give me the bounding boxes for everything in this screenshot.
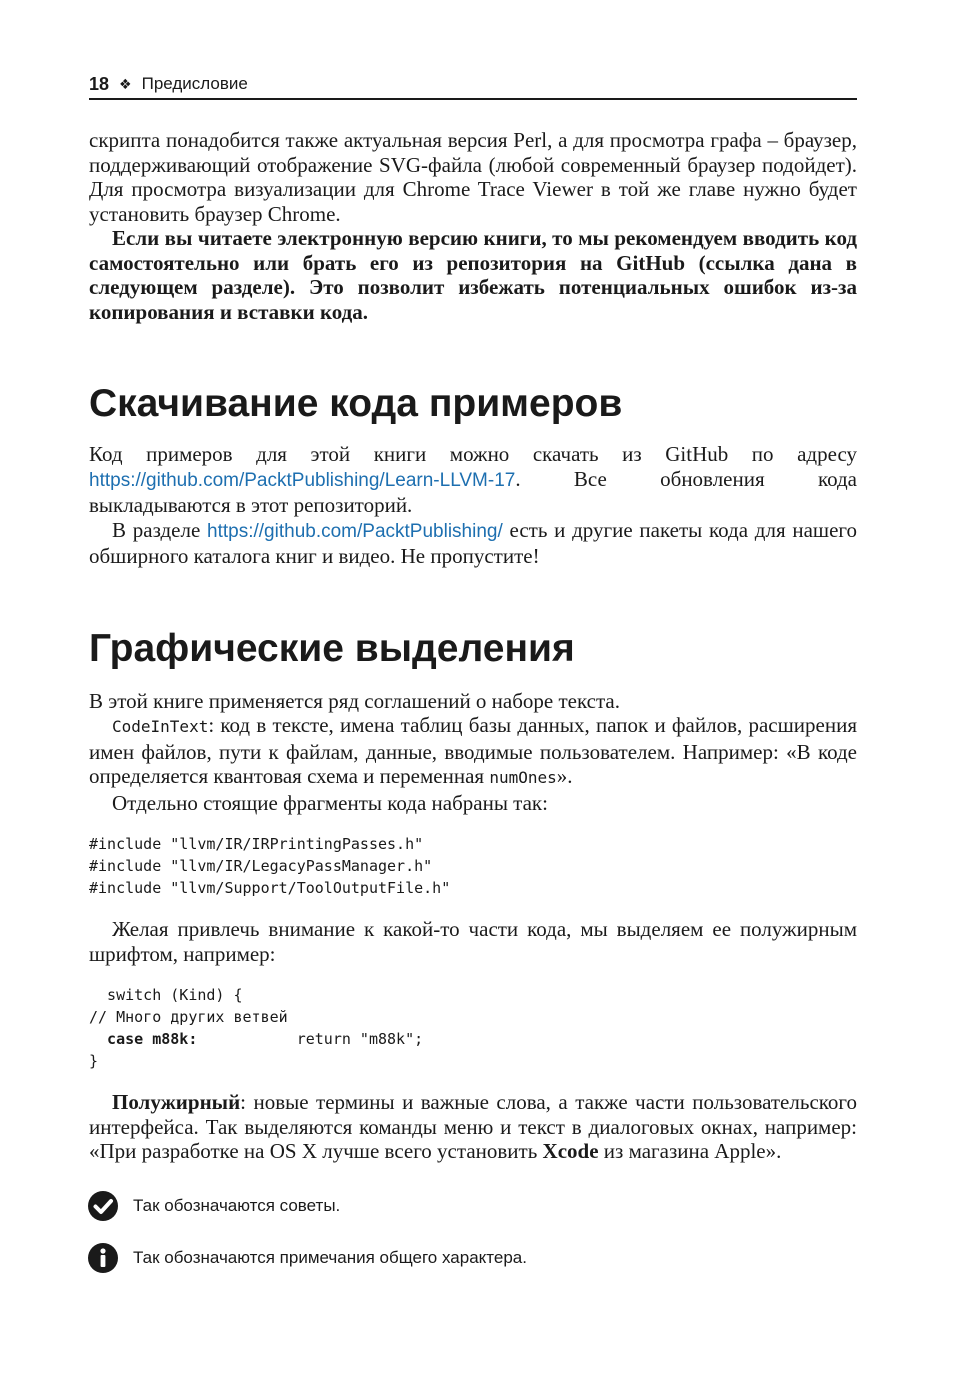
page-content	[89, 128, 857, 1274]
code-block-intro: Отдельно стоящие фрагменты кода набраны так:	[112, 790, 548, 815]
info-text: Так обозначаются примечания общего характера.	[133, 1247, 527, 1267]
bold-paragraph: Полужирный: новые термины и важные слова, а также части пользовательского интерфейса. Так выделяются команды меню и текст в диалоговых окнах, например: «При разработке на OS X лучше всего установить Xcode из магазина Apple».	[89, 1090, 857, 1163]
info-note	[87, 1242, 857, 1274]
checkmark-icon	[87, 1190, 119, 1222]
conventions-intro: В этой книге применяется ряд соглашений о наборе текста.	[89, 688, 620, 713]
download-heading: Скачивание кода примеров	[89, 382, 623, 425]
intro-bold-paragraph: Если вы читаете электронную версию книги, то мы рекомендуем вводить код самостоятельно или брать его из репозитория на GitHub (ссылка дана в следующем разделе). Это позволит избежать потенциальных ошибок из-за копирования и вставки кода.	[89, 226, 857, 324]
info-icon	[87, 1242, 119, 1274]
page-number: 18	[89, 74, 110, 94]
tip-note	[87, 1190, 857, 1222]
codeintext-label: CodeInText	[112, 717, 209, 736]
tip-text: Так обозначаются советы.	[133, 1195, 341, 1215]
code-block-includes: #include "llvm/IR/IRPrintingPasses.h" #include "llvm/IR/LegacyPassManager.h" #include "llvm/Support/ToolOutputFile.h"	[89, 835, 451, 897]
conventions-heading: Графические выделения	[89, 626, 575, 670]
codeintext-paragraph: CodeInText: код в тексте, имена таблиц базы данных, папок и файлов, расширения имен файлов, пути к файлам, данные, вводимые пользователем. Например: «В коде определяется квантовая схема и переменная numOnes».	[89, 713, 857, 788]
packt-link[interactable]: https://github.com/PacktPublishing/	[207, 520, 503, 542]
section-title: Предисловие	[141, 74, 248, 93]
diamond-separator-icon: ❖	[119, 76, 132, 92]
catalog-paragraph: В разделе https://github.com/PacktPublishing/ есть и другие пакеты кода для нашего обширного каталога книг и видео. Не пропустите!	[89, 517, 857, 568]
bold-code-intro: Желая привлечь внимание к какой-то части кода, мы выделяем ее полужирным шрифтом, например:	[89, 917, 857, 966]
repo-link[interactable]: https://github.com/PacktPublishing/Learn-LLVM-17	[89, 469, 516, 491]
code-block-switch: switch (Kind) { // Много других ветвей case m88k: return "m88k"; }	[89, 986, 424, 1070]
download-paragraph: Код примеров для этой книги можно скачать из GitHub по адресу https://github.com/PacktPublishing/Learn-LLVM-17. Все обновления кода выкладываются в этот репозиторий.	[89, 442, 857, 517]
intro-paragraph: скрипта понадобится также актуальная версия Perl, а для просмотра графа – браузер, поддерживающий отображение SVG-файла (любой современный браузер подойдет). Для просмотра визуализации для Chrome Trace Viewer в той же главе нужно будет установить браузер Chrome.	[89, 128, 857, 226]
running-header	[89, 70, 857, 100]
